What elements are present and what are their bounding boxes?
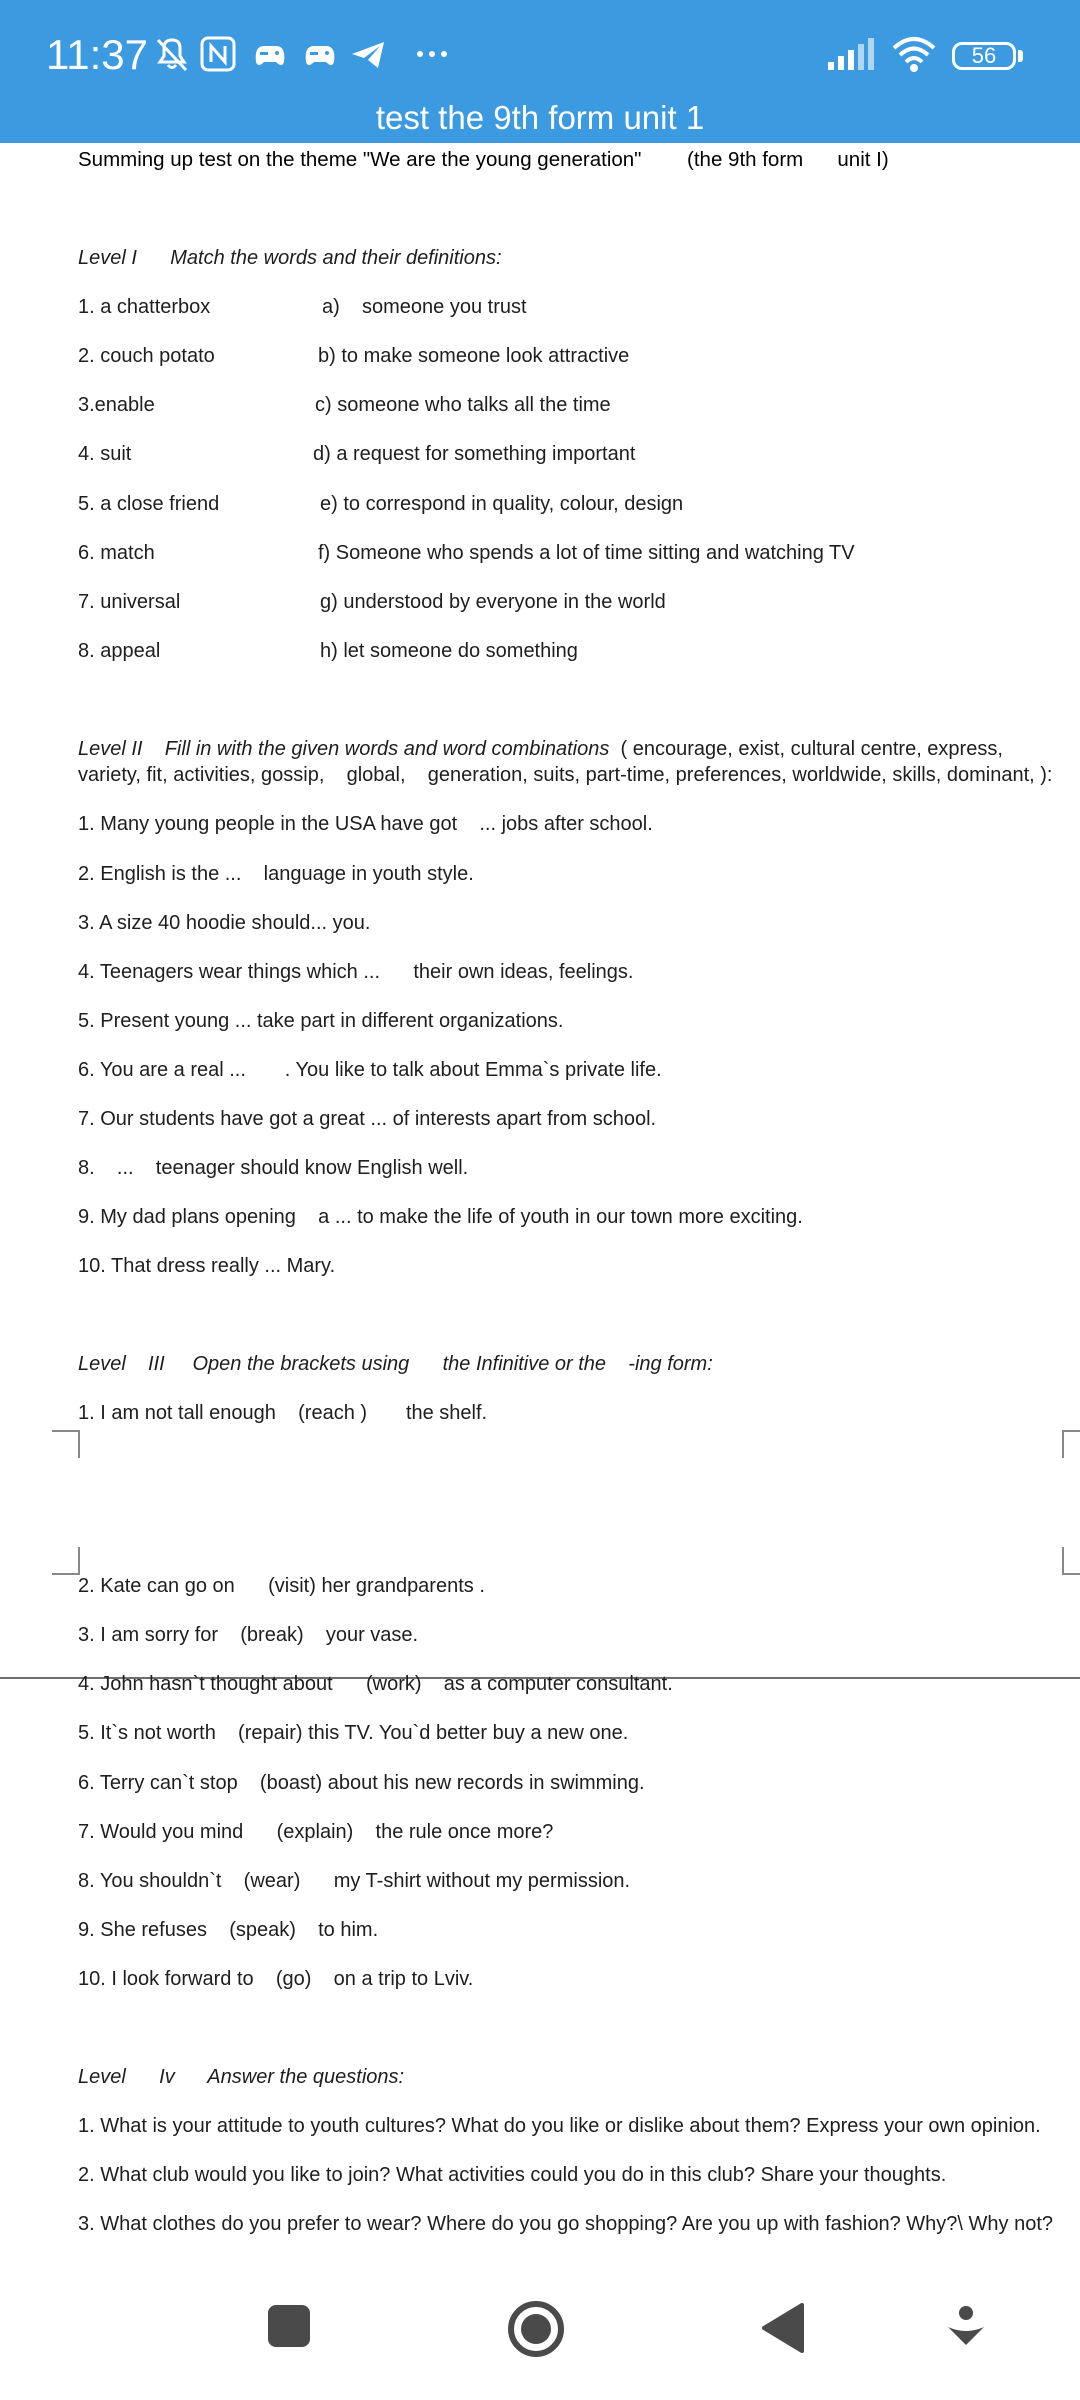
fill-item: 1. Many young people in the USA have got ... jobs after school.	[78, 813, 653, 835]
level3-title: Level III Open the brackets using the Infinitive or the -ing form:	[78, 1353, 713, 1375]
level1-title: Level I Match the words and their definitions:	[78, 247, 502, 269]
match-left: 4. suit	[78, 443, 132, 465]
match-right: b) to make someone look attractive	[318, 345, 630, 367]
bracket-item: 2. Kate can go on (visit) her grandparents .	[78, 1575, 485, 1597]
game-controller-icon	[298, 32, 342, 76]
match-left: 6. match	[78, 542, 155, 564]
bracket-item: 9. She refuses (speak) to him.	[78, 1919, 379, 1941]
fill-item: 7. Our students have got a great ... of interests apart from school.	[78, 1108, 657, 1130]
match-left: 1. a chatterbox	[78, 296, 211, 318]
bracket-item: 10. I look forward to (go) on a trip to Lviv.	[78, 1968, 474, 1990]
test-heading: Summing up test on the theme "We are the young generation" (the 9th form unit I)	[78, 148, 889, 171]
bracket-item: 3. I am sorry for (break) your vase.	[78, 1624, 419, 1646]
back-button[interactable]	[760, 2301, 806, 2355]
match-right: e) to correspond in quality, colour, design	[320, 493, 684, 515]
app-header	[0, 0, 1080, 143]
fill-item: 9. My dad plans opening a ... to make the life of youth in our town more exciting.	[78, 1206, 803, 1228]
muted-alarm-icon	[150, 32, 194, 76]
bracket-item: 4. John hasn`t thought about (work) as a computer consultant.	[78, 1673, 673, 1695]
fill-item: 10. That dress really ... Mary.	[78, 1255, 336, 1277]
match-left: 3.enable	[78, 394, 155, 416]
match-right: g) understood by everyone in the world	[320, 591, 666, 613]
navigation-bar	[0, 2263, 1080, 2400]
match-right: d) a request for something important	[313, 443, 636, 465]
status-time: 11:37	[46, 31, 148, 78]
match-left: 7. universal	[78, 591, 181, 613]
match-left: 2. couch potato	[78, 345, 215, 367]
crop-mark	[52, 1547, 80, 1575]
word-bank-line2: variety, fit, activities, gossip, global, generation, suits, part-time, preferences, worldwide, skills, dominant, ):	[78, 764, 1053, 786]
battery-tip	[1018, 50, 1023, 62]
fill-item: 2. English is the ... language in youth style.	[78, 863, 474, 885]
level2-title: Level II Fill in with the given words and word combinations	[78, 738, 610, 760]
game-controller-icon	[248, 32, 292, 76]
nfc-icon	[196, 32, 240, 76]
telegram-icon	[346, 32, 390, 76]
match-right: c) someone who talks all the time	[315, 394, 611, 416]
document-title: test the 9th form unit 1	[375, 99, 705, 136]
wifi-icon	[890, 32, 938, 76]
match-left: 8. appeal	[78, 640, 161, 662]
assistant-button[interactable]	[946, 2301, 986, 2353]
home-button[interactable]	[506, 2299, 566, 2359]
level2-title-line	[78, 736, 1003, 762]
bracket-item: 7. Would you mind (explain) the rule once more?	[78, 1821, 554, 1843]
match-left: 5. a close friend	[78, 493, 220, 515]
fill-item: 5. Present young ... take part in different organizations.	[78, 1010, 564, 1032]
recent-apps-button[interactable]	[266, 2303, 312, 2349]
battery-icon: 56	[952, 42, 1016, 70]
fill-item: 8. ... teenager should know English well.	[78, 1157, 469, 1179]
word-bank-line1: ( encourage, exist, cultural centre, express,	[609, 738, 1003, 760]
bracket-item: 5. It`s not worth (repair) this TV. You`d better buy a new one.	[78, 1722, 629, 1744]
crop-mark	[52, 1430, 80, 1458]
crop-mark	[1062, 1547, 1080, 1575]
question-item: 2. What club would you like to join? What activities could you do in this club? Share your thoughts.	[78, 2164, 947, 2186]
fill-item: 4. Teenagers wear things which ... their own ideas, feelings.	[78, 961, 634, 983]
bracket-item: 1. I am not tall enough (reach ) the shelf.	[78, 1402, 488, 1424]
crop-mark	[1062, 1430, 1080, 1458]
question-item: 3. What clothes do you prefer to wear? Where do you go shopping? Are you up with fashion? Why?\ Why not?	[78, 2213, 1053, 2235]
question-item: 1. What is your attitude to youth cultures? What do you like or dislike about them? Express your own opinion.	[78, 2115, 1041, 2137]
fill-item: 6. You are a real ... . You like to talk about Emma`s private life.	[78, 1059, 662, 1081]
bracket-item: 8. You shouldn`t (wear) my T-shirt without my permission.	[78, 1870, 631, 1892]
fill-item: 3. A size 40 hoodie should... you.	[78, 912, 371, 934]
match-right: h) let someone do something	[320, 640, 578, 662]
match-right: a) someone you trust	[322, 296, 527, 318]
signal-icon	[826, 32, 878, 76]
document-page[interactable]	[0, 143, 1080, 2263]
level4-title: Level Iv Answer the questions:	[78, 2066, 405, 2088]
bracket-item: 6. Terry can`t stop (boast) about his new records in swimming.	[78, 1772, 645, 1794]
match-right: f) Someone who spends a lot of time sitting and watching TV	[318, 542, 855, 564]
more-dots-icon	[410, 32, 454, 76]
